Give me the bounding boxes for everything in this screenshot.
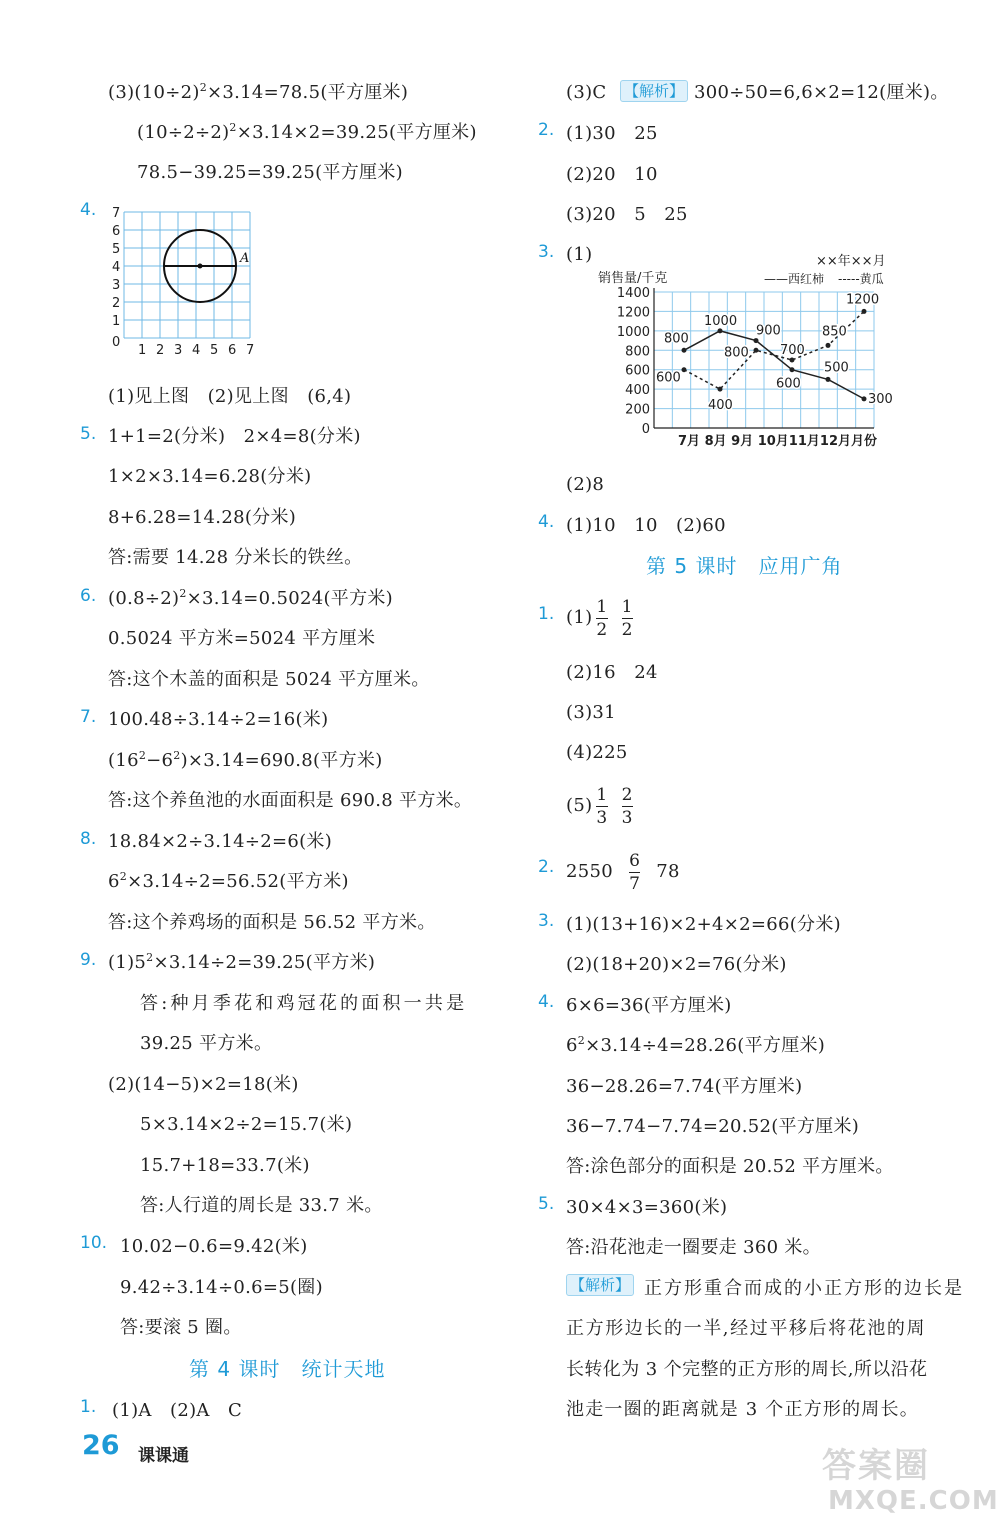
data-point	[718, 328, 723, 333]
chart-title: ××年××月	[816, 254, 886, 269]
grid-x-label: 4	[192, 343, 201, 358]
watermark-logo: 答案圈	[822, 1446, 930, 1486]
line: $(1)5^2\times 3.14\div 2=39.25$(平方米)	[108, 951, 376, 973]
line: 9.42÷3.14÷0.6=5(圈)	[120, 1277, 323, 1298]
line: 答:这个养鱼池的水面面积是 690.8 平方米。	[108, 790, 473, 811]
line: 答:这个养鸡场的面积是 56.52 平方米。	[108, 912, 436, 933]
line: 答:人行道的周长是 33.7 米。	[140, 1195, 383, 1216]
line: 10.02−0.6=9.42(米)	[120, 1236, 308, 1257]
question-number: 4.	[538, 512, 555, 532]
y-tick-label: 1000	[616, 324, 650, 340]
line: (3)20 5 25	[566, 204, 688, 225]
line: 答:这个木盖的面积是 5024 平方厘米。	[108, 669, 430, 690]
center-dot	[198, 264, 203, 269]
question-number: 2.	[538, 120, 555, 140]
grid-y-label: 3	[112, 278, 121, 293]
question-number: 6.	[80, 586, 97, 606]
line: 30×4×3=360(米)	[566, 1197, 728, 1218]
question-number: 5.	[538, 1194, 555, 1214]
data-point	[754, 348, 759, 353]
grid-x-label: 6	[228, 343, 237, 358]
data-point	[682, 367, 687, 372]
grid-y-label: 2	[112, 296, 121, 311]
question-number: 7.	[80, 707, 97, 727]
y-tick-label: 0	[641, 422, 650, 437]
line: 答:沿花池走一圈要走 360 米。	[566, 1237, 821, 1258]
line: (1)A (2)A C	[112, 1400, 243, 1421]
line: 答:需要 14.28 分米长的铁丝。	[108, 547, 363, 568]
question-number: 8.	[80, 829, 97, 849]
watermark-url: MXQE.COM	[828, 1486, 999, 1516]
data-label: 900	[756, 323, 781, 339]
data-point	[790, 358, 795, 363]
legend-cucumber: -----黄瓜	[838, 272, 884, 286]
question-number: 3.	[538, 911, 555, 931]
line: 300÷50=6,6×2=12(厘米)。	[694, 82, 949, 103]
section-title: 第 5 课时 应用广角	[646, 554, 843, 578]
data-label: 600	[776, 376, 801, 392]
grid-y-label: 5	[112, 242, 121, 257]
grid-x-label: 1	[138, 343, 147, 358]
x-tick-labels: 7月 8月 9月 10月11月12月月份	[678, 434, 877, 449]
section-title: 第 4 课时 统计天地	[189, 1357, 386, 1381]
line: 39.25 平方米。	[140, 1033, 273, 1054]
y-tick-label: 600	[625, 363, 650, 379]
grid-figure	[108, 198, 268, 358]
grid-y-label: 1	[112, 314, 121, 329]
data-label: 400	[708, 398, 733, 414]
data-label: 800	[664, 331, 689, 347]
page-number: 26	[82, 1430, 120, 1461]
line: $6^2\times 3.14\div 4=28.26$(平方厘米)	[566, 1034, 826, 1056]
fraction: $\frac{1}{3}$	[596, 784, 608, 828]
line: $(10\div 2\div 2)^2\times 3.14\times 2=39.25$(平方厘米)	[137, 121, 477, 143]
line: (2)16 24	[566, 662, 658, 683]
line: (4)225	[566, 742, 628, 763]
grid-x-label: 7	[246, 343, 255, 358]
line: 长转化为 3 个完整的正方形的周长,所以沿花	[566, 1359, 928, 1380]
line: (2)(14−5)×2=18(米)	[108, 1074, 299, 1095]
line: 0.5024 平方米=5024 平方厘米	[108, 628, 376, 649]
line: (2)8	[566, 474, 605, 495]
line: 36−7.74−7.74=20.52(平方厘米)	[566, 1116, 860, 1137]
data-point	[862, 309, 867, 314]
line: 36−28.26=7.74(平方厘米)	[566, 1076, 803, 1097]
line: 答:要滚 5 圈。	[120, 1317, 242, 1338]
grid-y-label: 6	[112, 224, 121, 239]
line: (3)C	[566, 82, 607, 103]
question-number: 4.	[80, 200, 97, 220]
question-number: 3.	[538, 242, 555, 262]
line: 6×6=36(平方厘米)	[566, 995, 732, 1016]
line: (5) $\frac{1}{3}$ $\frac{2}{3}$	[566, 784, 633, 828]
y-tick-label: 800	[625, 344, 650, 360]
line: 池走一圈的距离就是 3 个正方形的周长。	[566, 1399, 919, 1420]
analysis-tag: 【解析】	[566, 1274, 634, 1296]
question-number: 1.	[538, 604, 555, 624]
grid-y-label: 7	[112, 206, 121, 221]
line: 1+1=2(分米) 2×4=8(分米)	[108, 426, 361, 447]
data-label: 1200	[846, 292, 880, 308]
line: 1×2×3.14=6.28(分米)	[108, 466, 312, 487]
line: 正方形边长的一半,经过平移后将花池的周	[566, 1318, 927, 1339]
data-point	[718, 387, 723, 392]
y-tick-label: 1400	[616, 286, 650, 301]
data-label: 500	[824, 360, 849, 376]
brand-name: 课课通	[138, 1446, 189, 1466]
line: (3)31	[566, 702, 616, 723]
fraction: $\frac{2}{3}$	[621, 784, 633, 828]
line: 正方形重合而成的小正方形的边长是	[644, 1278, 964, 1299]
line: (1) $\frac{1}{2}$ $\frac{1}{2}$	[566, 596, 633, 640]
data-point	[826, 343, 831, 348]
line: (1)(13+16)×2+4×2=66(分米)	[566, 914, 841, 935]
data-point	[862, 396, 867, 401]
line: $(0.8\div 2)^2\times 3.14=0.5024$(平方米)	[108, 587, 393, 609]
analysis-tag: 【解析】	[620, 80, 688, 102]
question-number: 9.	[80, 950, 97, 970]
line: 8+6.28=14.28(分米)	[108, 507, 297, 528]
line: $(3)(10\div 2)^2\times 3.14=78.5$(平方厘米)	[108, 81, 409, 103]
y-tick-label: 200	[625, 402, 650, 418]
line: 78.5−39.25=39.25(平方厘米)	[137, 162, 403, 183]
line: (1)	[566, 244, 593, 265]
data-label: 600	[656, 370, 681, 386]
data-point	[754, 338, 759, 343]
data-label: 850	[822, 324, 847, 340]
data-point	[826, 377, 831, 382]
data-point	[790, 367, 795, 372]
line: 2550 $\frac{6}{7}$ 78	[566, 850, 680, 894]
legend-tomato: ——西红柿	[764, 272, 825, 286]
data-point	[682, 348, 687, 353]
line: 18.84×2÷3.14÷2=6(米)	[108, 831, 333, 852]
fraction: $\frac{1}{2}$	[621, 596, 633, 640]
question-number: 1.	[80, 1397, 97, 1417]
question-number: 10.	[80, 1233, 108, 1253]
data-label: 700	[780, 343, 805, 358]
question-number: 2.	[538, 857, 555, 877]
line: $6^2\times 3.14\div 2=56.52$(平方米)	[108, 870, 349, 892]
y-tick-label: 1200	[616, 305, 650, 321]
grid-x-label: 5	[210, 343, 219, 358]
line: (2)(18+20)×2=76(分米)	[566, 954, 787, 975]
question-number: 5.	[80, 424, 97, 444]
line: 15.7+18=33.7(米)	[140, 1155, 310, 1176]
answer-line: (1)见上图 (2)见上图 (6,4)	[108, 386, 352, 407]
data-label: 300	[868, 391, 893, 407]
grid-y-label: 4	[112, 260, 121, 275]
grid-x-label: 3	[174, 343, 183, 358]
point-label: A	[240, 251, 250, 266]
line: $(16^2-6^2)\times 3.14=690.8$(平方米)	[108, 749, 383, 771]
line: (1)10 10 (2)60	[566, 515, 726, 536]
data-label: 1000	[704, 313, 738, 329]
line: 答:涂色部分的面积是 20.52 平方厘米。	[566, 1156, 894, 1177]
grid-x-label: 2	[156, 343, 165, 358]
line: (1)30 25	[566, 123, 658, 144]
line: 答:种月季花和鸡冠花的面积一共是	[140, 993, 468, 1014]
data-label: 800	[724, 345, 749, 361]
question-number: 4.	[538, 992, 555, 1012]
line: 5×3.14×2÷2=15.7(米)	[140, 1114, 353, 1135]
grid-origin-label: 0	[112, 335, 121, 350]
fraction: $\frac{6}{7}$	[629, 850, 641, 894]
line: (2)20 10	[566, 164, 658, 185]
y-tick-label: 400	[625, 383, 650, 399]
line: 100.48÷3.14÷2=16(米)	[108, 709, 329, 730]
y-axis-label: 销售量/千克	[598, 271, 668, 286]
fraction: $\frac{1}{2}$	[596, 596, 608, 640]
line-chart	[594, 252, 914, 452]
